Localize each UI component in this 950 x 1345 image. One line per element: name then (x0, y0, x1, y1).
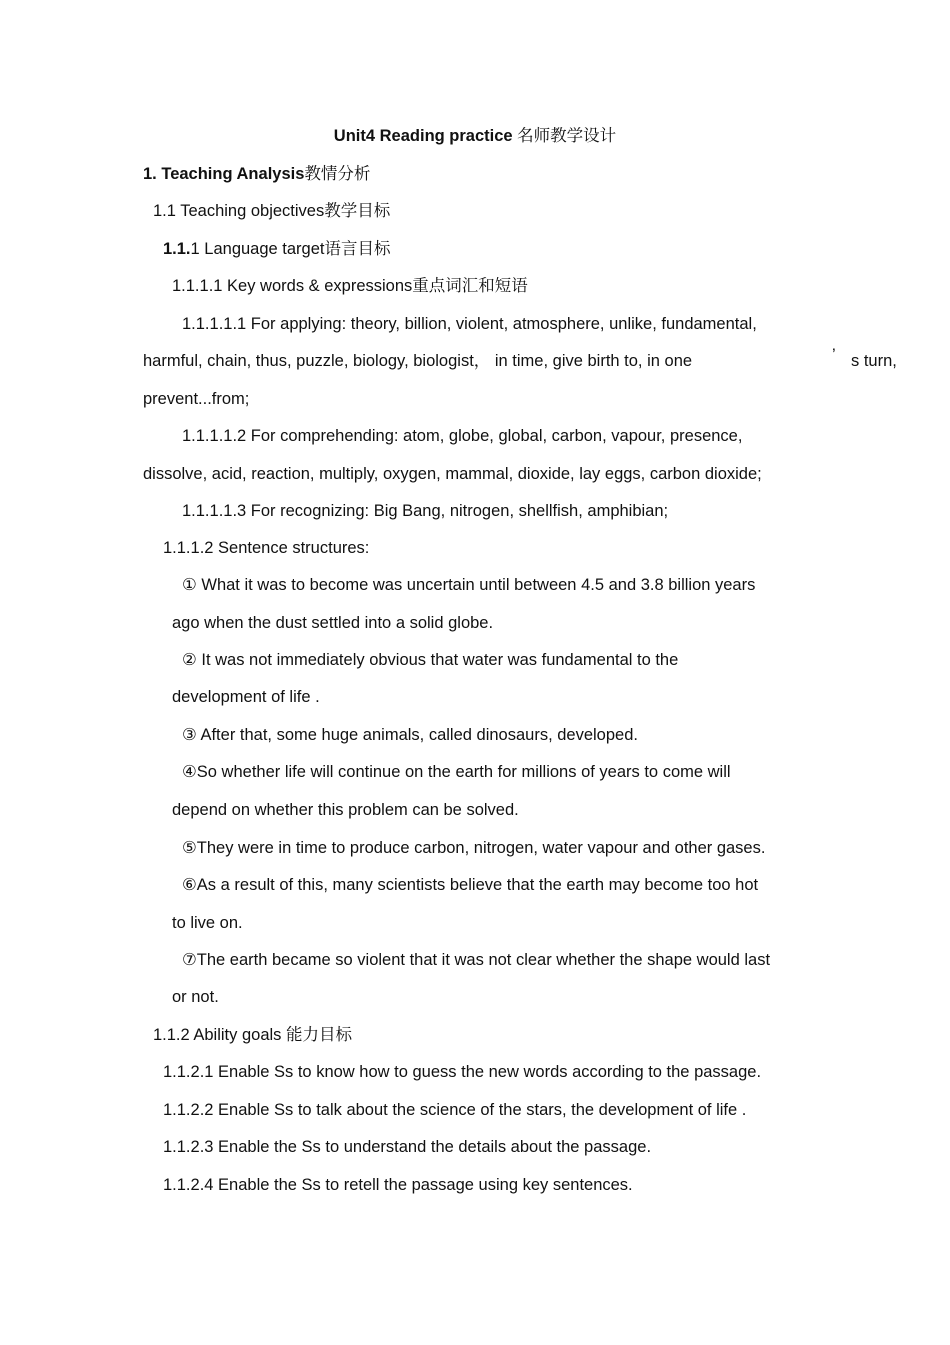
heading-teaching-analysis-chinese: 教情分析 (304, 165, 371, 183)
words-applying-line2: harmful, chain, thus, puzzle, biology, biologist， in time, give birth to, in one (143, 352, 693, 370)
heading-teaching-analysis-bold: 1. Teaching Analysis (143, 165, 305, 183)
words-applying-tail: s turn, (851, 352, 897, 370)
heading-ability-goals: 1.1.2 Ability goals 能力目标 (153, 1026, 352, 1044)
words-applying-apostrophe: ’ (832, 346, 836, 364)
ability-goal-3: 1.1.2.3 Enable the Ss to understand the details about the passage. (163, 1138, 652, 1156)
sentence-2-line2: development of life . (172, 688, 320, 706)
sentence-2-line1: ② It was not immediately obvious that water was fundamental to the (182, 651, 679, 669)
heading-sentence-structures: 1.1.1.2 Sentence structures: (163, 539, 370, 557)
words-recognizing: 1.1.1.1.3 For recognizing: Big Bang, nitrogen, shellfish, amphibian; (182, 502, 669, 520)
words-applying-line1: 1.1.1.1.1 For applying: theory, billion, violent, atmosphere, unlike, fundamental, (182, 315, 757, 333)
sentence-4-line2: depend on whether this problem can be solved. (172, 801, 519, 819)
document-title (0, 126, 950, 146)
heading-language-target-rest: 1 Language target语言目标 (190, 240, 391, 258)
heading-teaching-analysis (143, 164, 370, 184)
sentence-3: ③ After that, some huge animals, called dinosaurs, developed. (182, 726, 638, 744)
sentence-6-line1: ⑥As a result of this, many scientists believe that the earth may become too hot (182, 876, 759, 894)
sentence-1-line1: ① What it was to become was uncertain until between 4.5 and 3.8 billion years (182, 576, 756, 594)
ability-goal-1: 1.1.2.1 Enable Ss to know how to guess the new words according to the passage. (163, 1063, 762, 1081)
words-comprehending-line2: dissolve, acid, reaction, multiply, oxygen, mammal, dioxide, lay eggs, carbon dioxide; (143, 465, 762, 483)
title-chinese: 名师教学设计 (512, 127, 617, 145)
ability-goal-2: 1.1.2.2 Enable Ss to talk about the science of the stars, the development of life . (163, 1101, 747, 1119)
words-comprehending-line1: 1.1.1.1.2 For comprehending: atom, globe, global, carbon, vapour, presence, (182, 427, 743, 445)
sentence-7-line2: or not. (172, 988, 219, 1006)
sentence-7-line1: ⑦The earth became so violent that it was not clear whether the shape would last (182, 951, 771, 969)
sentence-4-line1: ④So whether life will continue on the earth for millions of years to come will (182, 763, 731, 781)
sentence-5: ⑤They were in time to produce carbon, nitrogen, water vapour and other gases. (182, 839, 766, 857)
heading-teaching-objectives: 1.1 Teaching objectives教学目标 (153, 202, 391, 220)
words-applying-line3: prevent...from; (143, 390, 250, 408)
heading-key-words: 1.1.1.1 Key words & expressions重点词汇和短语 (172, 277, 528, 295)
heading-language-target (163, 239, 390, 259)
title-bold: Unit4 Reading practice (333, 127, 513, 145)
ability-goal-4: 1.1.2.4 Enable the Ss to retell the passage using key sentences. (163, 1176, 633, 1194)
sentence-1-line2: ago when the dust settled into a solid globe. (172, 614, 494, 632)
heading-language-target-bold: 1.1. (163, 240, 191, 258)
sentence-6-line2: to live on. (172, 914, 243, 932)
